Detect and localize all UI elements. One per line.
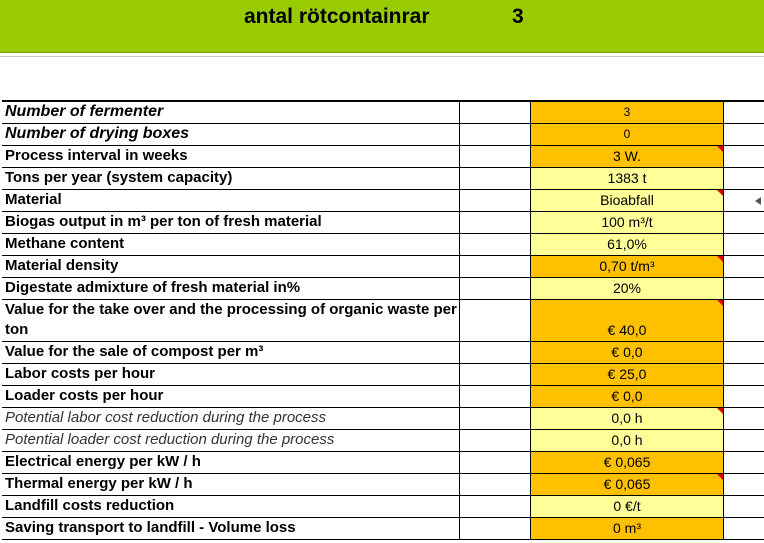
row-label: Number of fermenter [2,102,460,123]
empty-cell[interactable] [461,212,531,233]
table-row [2,364,764,386]
table-row [2,256,764,278]
empty-cell[interactable] [461,430,531,451]
table-row [2,234,764,256]
row-label: Labor costs per hour [2,364,460,385]
value-cell[interactable]: 0 m³ [531,518,724,539]
row-label: Landfill costs reduction [2,496,460,517]
banner-value[interactable]: 3 [512,5,524,28]
comment-marker-icon[interactable] [717,300,723,306]
value-text: Bioabfall [600,192,654,208]
value-text: € 40,0 [607,322,647,338]
table-row [2,190,764,212]
value-cell[interactable] [531,256,724,277]
value-cell[interactable] [531,408,724,429]
table-row [2,278,764,300]
empty-cell[interactable] [725,342,764,363]
value-text: 0,0 h [611,410,643,426]
empty-cell[interactable] [725,278,764,299]
parameter-table [2,100,764,540]
table-row [2,518,764,540]
row-label: Process interval in weeks [2,146,460,167]
row-label: Loader costs per hour [2,386,460,407]
empty-cell[interactable] [461,168,531,189]
value-cell[interactable]: 100 m³/t [531,212,724,233]
value-cell[interactable] [531,146,724,167]
empty-cell[interactable] [725,146,764,167]
table-row [2,212,764,234]
banner-title: antal rötcontainrar [244,5,430,28]
row-label: Electrical energy per kW / h [2,452,460,473]
empty-cell[interactable] [461,124,531,145]
empty-cell[interactable] [725,300,764,341]
row-label: Saving transport to landfill - Volume loss [2,518,460,539]
empty-cell[interactable] [725,256,764,277]
row-label: Material [2,190,460,211]
empty-cell[interactable] [461,256,531,277]
empty-cell[interactable] [725,234,764,255]
value-cell[interactable] [531,474,724,495]
row-label: Material density [2,256,460,277]
table-row [2,452,764,474]
empty-cell[interactable] [725,212,764,233]
scroll-arrow-icon[interactable] [755,197,761,205]
value-cell[interactable]: 1383 t [531,168,724,189]
table-row [2,124,764,146]
empty-cell[interactable] [725,168,764,189]
value-cell[interactable]: 3 [531,102,724,123]
value-cell[interactable]: 61,0% [531,234,724,255]
empty-cell[interactable] [725,408,764,429]
empty-cell[interactable] [725,386,764,407]
empty-cell[interactable] [461,364,531,385]
value-cell[interactable]: 0 €/t [531,496,724,517]
table-row [2,430,764,452]
row-label: Potential loader cost reduction during the process [2,430,460,451]
table-row [2,408,764,430]
empty-cell[interactable] [461,452,531,473]
value-cell[interactable]: 0 [531,124,724,145]
empty-cell[interactable] [461,146,531,167]
row-label: Tons per year (system capacity) [2,168,460,189]
value-text: 3 W. [612,148,641,164]
empty-cell[interactable] [461,386,531,407]
value-cell[interactable]: 20% [531,278,724,299]
empty-cell[interactable] [725,518,764,539]
comment-marker-icon[interactable] [717,146,723,152]
table-row [2,474,764,496]
row-label: Digestate admixture of fresh material in% [2,278,460,299]
row-label: Number of drying boxes [2,124,460,145]
comment-marker-icon[interactable] [717,474,723,480]
comment-marker-icon[interactable] [717,256,723,262]
table-row [2,386,764,408]
value-cell[interactable] [531,300,724,341]
value-cell[interactable]: € 0,0 [531,342,724,363]
empty-cell[interactable] [461,102,531,123]
table-row [2,102,764,124]
empty-cell[interactable] [725,364,764,385]
table-row [2,300,764,342]
table-row [2,342,764,364]
row-label: Value for the take over and the processing of organic waste per ton [2,300,460,341]
row-label: Value for the sale of compost per m³ [2,342,460,363]
table-row [2,496,764,518]
empty-cell[interactable] [461,342,531,363]
row-label: Potential labor cost reduction during the process [2,408,460,429]
empty-cell[interactable] [725,430,764,451]
table-row [2,146,764,168]
empty-cell[interactable] [461,190,531,211]
header-banner [0,0,764,53]
table-row [2,168,764,190]
row-label: Biogas output in m³ per ton of fresh material [2,212,460,233]
comment-marker-icon[interactable] [717,408,723,414]
empty-cell[interactable] [725,496,764,517]
value-cell[interactable] [531,190,724,211]
empty-cell[interactable] [725,102,764,123]
empty-cell[interactable] [461,234,531,255]
empty-cell[interactable] [461,408,531,429]
value-cell[interactable]: € 25,0 [531,364,724,385]
empty-cell[interactable] [461,474,531,495]
value-cell[interactable]: € 0,0 [531,386,724,407]
row-label: Thermal energy per kW / h [2,474,460,495]
comment-marker-icon[interactable] [717,190,723,196]
value-cell[interactable]: € 0,065 [531,452,724,473]
empty-cell[interactable] [461,518,531,539]
value-text: 0,70 t/m³ [599,258,655,274]
divider [0,56,764,57]
empty-cell[interactable] [461,300,531,341]
row-label: Methane content [2,234,460,255]
empty-cell[interactable] [461,278,531,299]
empty-cell[interactable] [725,452,764,473]
value-text: € 0,065 [603,476,651,492]
empty-cell[interactable] [725,474,764,495]
value-cell[interactable]: 0,0 h [531,430,724,451]
empty-cell[interactable] [725,124,764,145]
empty-cell[interactable] [461,496,531,517]
